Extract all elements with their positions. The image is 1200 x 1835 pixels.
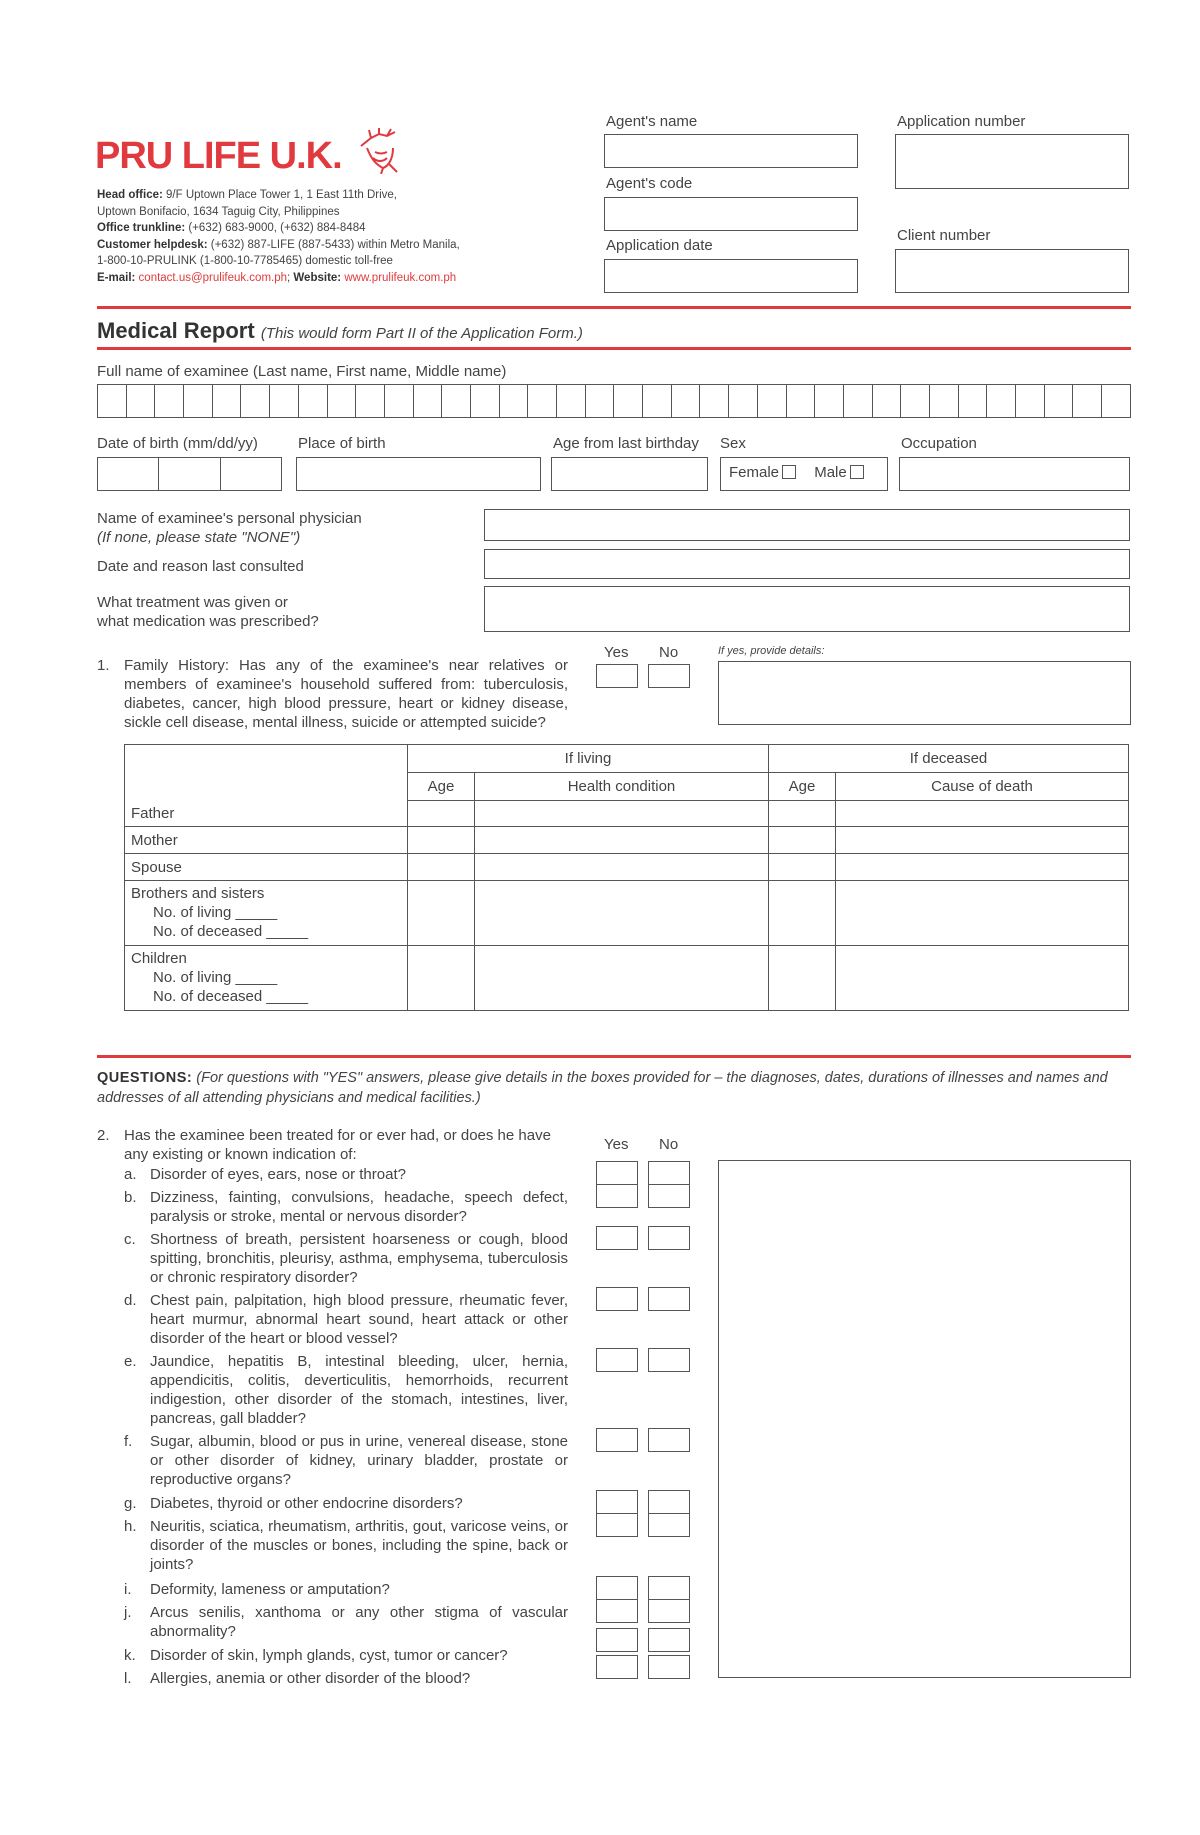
children-age-cell[interactable] [408, 946, 475, 1011]
name-letter-cell[interactable] [356, 385, 385, 417]
head-office-label: Head office: [97, 189, 163, 201]
question-yes-box[interactable] [596, 1226, 638, 1250]
name-letter-cell[interactable] [1016, 385, 1045, 417]
spouse-age-cell[interactable] [408, 854, 475, 881]
client-number-label: Client number [897, 227, 991, 244]
question-item [124, 1291, 568, 1348]
children-cell [125, 946, 408, 1011]
question-text: Diabetes, thyroid or other endocrine disorders? [150, 1495, 463, 1512]
name-letter-cell[interactable] [1102, 385, 1130, 417]
spouse-age-deceased-cell[interactable] [769, 854, 836, 881]
question-yes-box[interactable] [596, 1287, 638, 1311]
question-item [124, 1230, 568, 1287]
last-consulted-label: Date and reason last consulted [97, 558, 304, 575]
question-item [124, 1669, 568, 1688]
spouse-label: Spouse [125, 854, 408, 881]
spouse-health-cell[interactable] [475, 854, 769, 881]
client-number-field[interactable] [895, 249, 1129, 293]
divider [97, 306, 1131, 309]
father-age-cell[interactable] [408, 801, 475, 827]
name-letter-cell[interactable] [873, 385, 902, 417]
name-letter-cell[interactable] [1073, 385, 1102, 417]
question-text: Disorder of eyes, ears, nose or throat? [150, 1166, 406, 1183]
questions-heading: QUESTIONS: [97, 1070, 193, 1086]
divider [97, 1055, 1131, 1058]
female-checkbox[interactable] [782, 465, 796, 479]
question-yes-box[interactable] [596, 1655, 638, 1679]
physician-label: Name of examinee's personal physician [97, 510, 362, 527]
name-letter-cell[interactable] [98, 385, 127, 417]
q2-yes-label: Yes [604, 1136, 629, 1153]
name-letter-cell[interactable] [471, 385, 500, 417]
agents-name-label: Agent's name [606, 113, 698, 130]
helpdesk: (+632) 887-LIFE (887-5433) within Metro Manila, [210, 238, 460, 251]
name-letter-cell[interactable] [184, 385, 213, 417]
question-no-box[interactable] [648, 1655, 690, 1679]
question-no-box[interactable] [648, 1490, 690, 1514]
application-date-field[interactable] [604, 259, 858, 293]
name-letter-cell[interactable] [1045, 385, 1074, 417]
question-yes-box[interactable] [596, 1490, 638, 1514]
question-text: Disorder of skin, lymph glands, cyst, tumor or cancer? [150, 1647, 508, 1664]
siblings-cell [125, 881, 408, 946]
female-label: Female [729, 464, 780, 481]
question-text: Shortness of breath, persistent hoarseness or cough, blood spitting, bronchitis, pleurisy, asthma, emphysema, tuberculosis or chronic respiratory disorder? [150, 1231, 568, 1286]
siblings-living: No. of living _____ [153, 904, 278, 921]
dob-field[interactable] [97, 457, 282, 491]
children-health-cell[interactable] [475, 946, 769, 1011]
siblings-age-cell[interactable] [408, 881, 475, 946]
fh-no-label: No [659, 644, 679, 661]
name-letter-cell[interactable] [500, 385, 529, 417]
name-letter-cell[interactable] [213, 385, 242, 417]
fh-no-box[interactable] [648, 664, 690, 688]
question-text: Chest pain, palpitation, high blood pressure, rheumatic fever, heart murmur, abnormal heart sound, heart attack or other disorder of the heart or blood vessel? [150, 1292, 568, 1347]
question-item [124, 1432, 568, 1489]
question-item [124, 1352, 568, 1428]
spouse-cause-cell[interactable] [836, 854, 1129, 881]
head-office-line1: 9/F Uptown Place Tower 1, 1 East 11th Drive, [166, 189, 397, 201]
sex-field [720, 457, 888, 491]
male-checkbox[interactable] [850, 465, 864, 479]
name-letter-cell[interactable] [672, 385, 701, 417]
application-number-field[interactable] [895, 134, 1129, 189]
trunkline-label: Office trunkline: [97, 222, 186, 234]
sex-label: Sex [720, 435, 746, 452]
question-letter: g. [124, 1495, 137, 1512]
mother-label: Mother [125, 827, 408, 854]
male-label: Male [814, 464, 847, 481]
question-letter: i. [124, 1581, 132, 1598]
question-letter: a. [124, 1166, 137, 1183]
mother-health-cell[interactable] [475, 827, 769, 854]
dob-label: Date of birth (mm/dd/yy) [97, 435, 258, 452]
name-letter-cell[interactable] [758, 385, 787, 417]
physician-note: (If none, please state "NONE") [97, 529, 301, 546]
question-letter: b. [124, 1189, 137, 1206]
question-yes-box[interactable] [596, 1428, 638, 1452]
question-yes-box[interactable] [596, 1513, 638, 1537]
website-label: Website: [293, 271, 342, 284]
name-letter-cell[interactable] [987, 385, 1016, 417]
divider [97, 347, 1131, 350]
pob-field[interactable] [296, 457, 541, 491]
question-letter: c. [124, 1231, 136, 1248]
agents-code-label: Agent's code [606, 175, 693, 192]
treatment-field[interactable] [484, 586, 1130, 632]
questions-header [97, 1068, 1132, 1108]
name-letter-cell[interactable] [385, 385, 414, 417]
question-yes-box[interactable] [596, 1576, 638, 1600]
question-no-box[interactable] [648, 1428, 690, 1452]
name-letter-cell[interactable] [844, 385, 873, 417]
father-age-deceased-cell[interactable] [769, 801, 836, 827]
q2-no-label: No [659, 1136, 679, 1153]
name-letter-cell[interactable] [729, 385, 758, 417]
question-yes-box[interactable] [596, 1184, 638, 1208]
question-item [124, 1603, 568, 1641]
age-header: Age [408, 773, 475, 801]
question-letter: d. [124, 1292, 137, 1309]
name-letter-cell[interactable] [414, 385, 443, 417]
name-letter-cell[interactable] [614, 385, 643, 417]
full-name-label: Full name of examinee (Last name, First name, Middle name) [97, 363, 507, 380]
question-yes-box[interactable] [596, 1348, 638, 1372]
company-address: Head office: 9/F Uptown Place Tower 1, 1 East 11th Drive, Uptown Bonifacio, 1634 Taguig City, Philippines Office trunkline: (+632) 683-9000, (+632) 884-8484 Customer helpdesk: (+632) 887-LIFE (887-5433) within Metro Manila, 1-800-10-PRULINK (1-800-10-7785465) domestic toll-free E-mail: contact.us@prulifeuk.com.ph; Website: www.prulifeuk.com.ph [97, 189, 460, 284]
age-label: Age from last birthday [553, 435, 699, 452]
question-letter: j. [124, 1604, 132, 1621]
question-text: Allergies, anemia or other disorder of the blood? [150, 1670, 471, 1687]
question-text: Deformity, lameness or amputation? [150, 1581, 390, 1598]
siblings-age-deceased-cell[interactable] [769, 881, 836, 946]
question-item [124, 1580, 568, 1599]
cause-of-death-header: Cause of death [836, 773, 1129, 801]
age-field[interactable] [551, 457, 708, 491]
fh-details-label: If yes, provide details: [718, 645, 825, 657]
helpdesk-line2: 1-800-10-PRULINK (1-800-10-7785465) domestic toll-free [97, 255, 393, 267]
name-letter-cell[interactable] [930, 385, 959, 417]
father-cause-cell[interactable] [836, 801, 1129, 827]
website-link[interactable]: www.prulifeuk.com.ph [344, 271, 457, 284]
agents-name-field[interactable] [604, 134, 858, 168]
question-no-box[interactable] [648, 1513, 690, 1537]
question-no-box[interactable] [648, 1576, 690, 1600]
question-item [124, 1165, 568, 1184]
head-office-line2: Uptown Bonifacio, 1634 Taguig City, Philippines [97, 205, 340, 218]
question-text: Dizziness, fainting, convulsions, headache, speech defect, paralysis or stroke, mental or nervous disorder? [150, 1189, 568, 1225]
page-title [97, 318, 583, 344]
if-living-header: If living [408, 745, 769, 773]
name-letter-cell[interactable] [787, 385, 816, 417]
question-item [124, 1517, 568, 1574]
question-letter: f. [124, 1433, 133, 1450]
question-item [124, 1494, 568, 1513]
full-name-field[interactable] [97, 384, 1131, 418]
children-age-deceased-cell[interactable] [769, 946, 836, 1011]
fh-yes-box[interactable] [596, 664, 638, 688]
mother-age-cell[interactable] [408, 827, 475, 854]
q2-text: Has the examinee been treated for or ever had, or does he have any existing or known indication of: [124, 1127, 551, 1163]
fh-number: 1. [97, 657, 110, 674]
treatment-label: What treatment was given or [97, 594, 288, 611]
siblings-deceased: No. of deceased _____ [153, 923, 309, 940]
fh-yes-label: Yes [604, 644, 629, 661]
email-link[interactable]: contact.us@prulifeuk.com.ph [138, 271, 288, 284]
if-deceased-header: If deceased [769, 745, 1129, 773]
question-yes-box[interactable] [596, 1628, 638, 1652]
question-item [124, 1646, 568, 1665]
name-letter-cell[interactable] [557, 385, 586, 417]
children-deceased: No. of deceased _____ [153, 988, 309, 1005]
question-yes-box[interactable] [596, 1599, 638, 1623]
siblings-cause-cell[interactable] [836, 881, 1129, 946]
siblings-label: Brothers and sisters [131, 885, 265, 902]
question-text: Sugar, albumin, blood or pus in urine, venereal disease, stone or other disorder of kidney, urinary bladder, prostate or reproductive organs? [150, 1433, 568, 1488]
occupation-label: Occupation [901, 435, 977, 452]
treatment-label-2: what medication was prescribed? [97, 613, 319, 630]
occupation-field[interactable] [899, 457, 1130, 491]
question-no-box[interactable] [648, 1184, 690, 1208]
q2-number: 2. [97, 1127, 110, 1144]
name-letter-cell[interactable] [643, 385, 672, 417]
last-consulted-field[interactable] [484, 549, 1130, 579]
fh-details-field[interactable] [718, 661, 1131, 725]
name-letter-cell[interactable] [442, 385, 471, 417]
children-label: Children [131, 950, 187, 967]
mother-cause-cell[interactable] [836, 827, 1129, 854]
name-letter-cell[interactable] [127, 385, 156, 417]
lady-liberty-icon [353, 128, 403, 174]
name-letter-cell[interactable] [299, 385, 328, 417]
question-item [124, 1188, 568, 1226]
father-health-cell[interactable] [475, 801, 769, 827]
question-letter: h. [124, 1518, 137, 1535]
report-title: Medical Report [97, 318, 255, 343]
company-logo [95, 128, 403, 178]
name-letter-cell[interactable] [328, 385, 357, 417]
name-letter-cell[interactable] [700, 385, 729, 417]
application-date-label: Application date [606, 237, 713, 254]
mother-age-deceased-cell[interactable] [769, 827, 836, 854]
health-condition-header: Health condition [475, 773, 769, 801]
question-no-box[interactable] [648, 1628, 690, 1652]
questions-instruction: (For questions with "YES" answers, please give details in the boxes provided for – the diagnoses, dates, durations of illnesses and names and addresses of all attending physicians and medical facilities.) [97, 1070, 1108, 1106]
email-label: E-mail: [97, 271, 136, 284]
helpdesk-label: Customer helpdesk: [97, 238, 208, 251]
name-letter-cell[interactable] [901, 385, 930, 417]
father-label: Father [125, 745, 408, 827]
agents-code-field[interactable] [604, 197, 858, 231]
fh-question: Family History: Has any of the examinee's near relatives or members of examinee's household suffered from: tuberculosis, diabetes, cancer, high blood pressure, heart or kidney disease, sickle cell disease, mental illness, suicide or attempted suicide? [124, 657, 568, 731]
trunkline: (+632) 683-9000, (+632) 884-8484 [188, 222, 366, 234]
name-letter-cell[interactable] [586, 385, 615, 417]
question-no-box[interactable] [648, 1348, 690, 1372]
question-text: Neuritis, sciatica, rheumatism, arthritis, gout, varicose veins, or disorder of the muscles or bones, including the spine, back or joints? [150, 1518, 568, 1573]
question-letter: l. [124, 1670, 132, 1687]
report-subtitle: (This would form Part II of the Application Form.) [260, 325, 583, 342]
name-letter-cell[interactable] [528, 385, 557, 417]
question-letter: k. [124, 1647, 136, 1664]
company-name: PRU LIFE U.K. [95, 135, 342, 177]
question-text: Jaundice, hepatitis B, intestinal bleeding, ulcer, hernia, appendicitis, colitis, deverticulitis, hemorrhoids, recurrent indigestion, other disorder of the stomach, intestines, liver, pancreas, gall bladder? [150, 1353, 568, 1427]
name-letter-cell[interactable] [155, 385, 184, 417]
application-number-label: Application number [897, 113, 1026, 130]
question-no-box[interactable] [648, 1287, 690, 1311]
name-letter-cell[interactable] [959, 385, 988, 417]
question-letter: e. [124, 1353, 137, 1370]
question-no-box[interactable] [648, 1226, 690, 1250]
physician-field[interactable] [484, 509, 1130, 541]
question-yes-box[interactable] [596, 1161, 638, 1185]
children-living: No. of living _____ [153, 969, 278, 986]
question-no-box[interactable] [648, 1599, 690, 1623]
age-deceased-header: Age [769, 773, 836, 801]
name-letter-cell[interactable] [270, 385, 299, 417]
question-text: Arcus senilis, xanthoma or any other stigma of vascular abnormality? [150, 1604, 568, 1640]
q2-details-field[interactable] [718, 1160, 1131, 1678]
siblings-health-cell[interactable] [475, 881, 769, 946]
pob-label: Place of birth [298, 435, 386, 452]
family-history-table [124, 744, 1129, 1011]
question-no-box[interactable] [648, 1161, 690, 1185]
name-letter-cell[interactable] [241, 385, 270, 417]
name-letter-cell[interactable] [815, 385, 844, 417]
children-cause-cell[interactable] [836, 946, 1129, 1011]
